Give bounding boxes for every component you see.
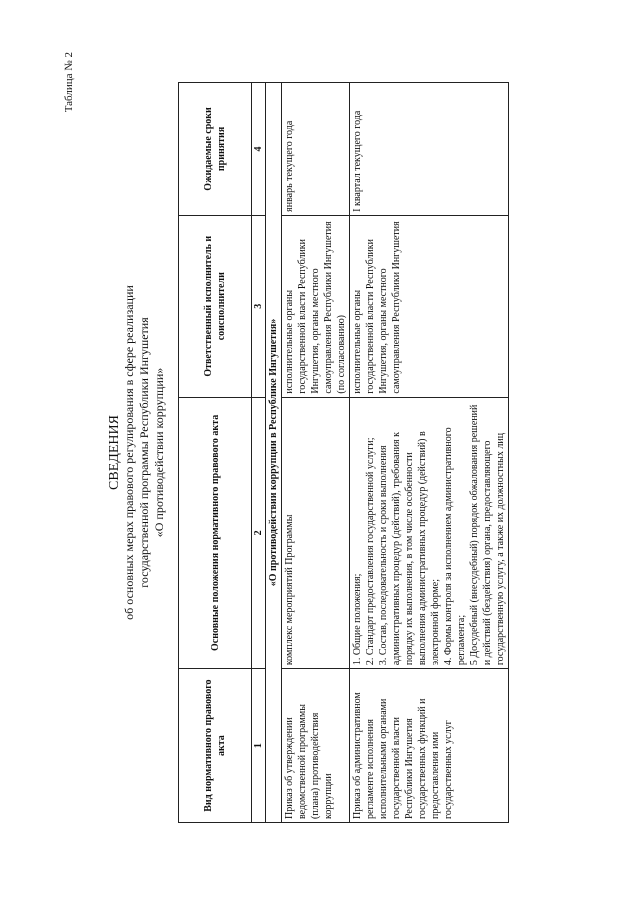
subtitle-line-3: «О противодействии коррупции» — [152, 367, 166, 538]
column-number: 3 — [252, 215, 266, 397]
table-row — [282, 83, 350, 823]
deadline-cell: январь текущего года — [282, 83, 350, 216]
column-header-deadline: Ожидаемые сроки принятия — [179, 83, 252, 216]
executor-cell: исполнительные органы государственной власти Республики Ингушетия, органы местного самоуправления Республики Ингушетия (по согласованию) — [282, 215, 350, 397]
table-row — [350, 83, 509, 823]
column-header-act-type: Вид нормативного правового акта — [179, 669, 252, 823]
table-header-row — [179, 83, 252, 823]
column-number: 2 — [252, 397, 266, 669]
table-number-label: Таблица № 2 — [63, 52, 75, 113]
column-number: 1 — [252, 669, 266, 823]
section-title: «О противодействии коррупции в Республике Ингушетия» — [266, 83, 282, 823]
document-subtitle — [122, 0, 167, 905]
provisions-cell: 1. Общие положения; 2. Стандарт предоставления государственной услуги; 3. Состав, последовательность и сроки выполнения административных процедур (действий), требования к порядку их выполнения, в том числе особенности выполнения административных процедур (действий) в электронной форме; 4. Формы контроля за исполнением административного регламента; 5 Досудебный (внесудебный) порядок обжалования решений и действий (бездействия) органа, предоставляющего государственную услугу, а также их должностных лиц — [350, 397, 509, 669]
column-header-provisions: Основные положения нормативного правового акта — [179, 397, 252, 669]
act-type-cell: Приказ об административном регламенте исполнения исполнительными органами государственной власти Республики Ингушетия государственных функций и предоставления ими государственных услуг — [350, 669, 509, 823]
column-header-executor: Ответственный исполнитель и соисполнители — [179, 215, 252, 397]
subtitle-line-1: об основных мерах правового регулирования в сфере реализации — [122, 285, 136, 620]
provisions-cell: комплекс мероприятий Программы — [282, 397, 350, 669]
column-number: 4 — [252, 83, 266, 216]
section-row — [266, 83, 282, 823]
document-title: СВЕДЕНИЯ — [107, 415, 122, 490]
act-type-cell: Приказ об утверждении ведомственной программы (плана) противодействия коррупции — [282, 669, 350, 823]
executor-cell: исполнительные органы государственной власти Республики Ингушетия, органы местного самоуправления Республики Ингушетия — [350, 215, 509, 397]
measures-table — [178, 82, 509, 823]
deadline-cell: I квартал текущего года — [350, 83, 509, 216]
column-number-row — [252, 83, 266, 823]
subtitle-line-2: государственной программы Республики Ингушетия — [137, 317, 151, 588]
